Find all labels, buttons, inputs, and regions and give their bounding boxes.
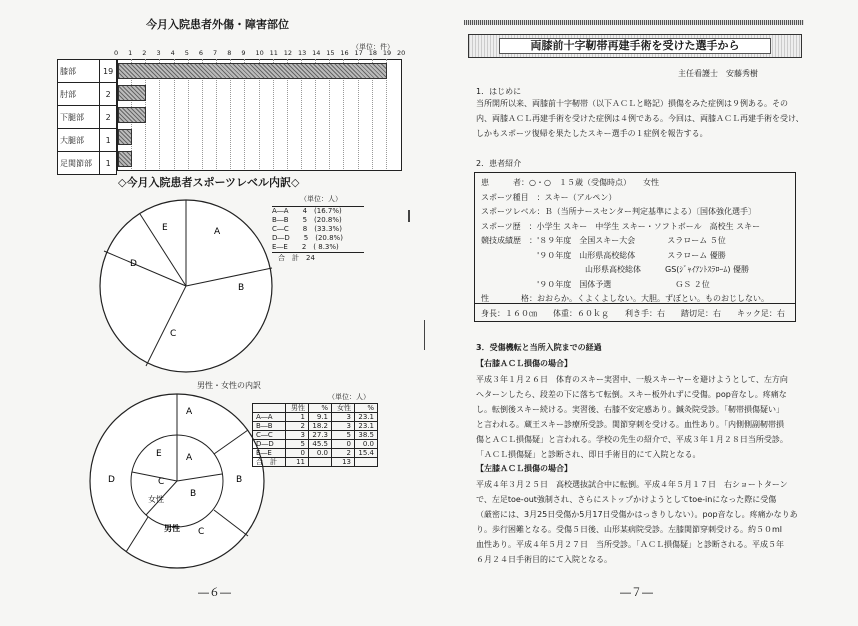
table-cell: E―E bbox=[253, 449, 286, 458]
table-cell: 45.5 bbox=[309, 440, 332, 449]
profile-line: スポーツレベル：Ｂ（当所ナースセンター判定基準による）〔国体強化選手〕 bbox=[481, 207, 756, 216]
table-cell bbox=[355, 458, 378, 467]
female-label: 女性 bbox=[148, 495, 164, 504]
axis-tick-label: 19 bbox=[382, 49, 392, 57]
outer-label-b: B bbox=[236, 475, 243, 485]
article-title-box bbox=[468, 34, 802, 58]
row-label: 足関節部 bbox=[60, 158, 92, 168]
axis-tick-label: 10 bbox=[255, 49, 264, 57]
table-cell: 女性 bbox=[332, 404, 355, 413]
text-line: 平成４年３月２５日 高校選抜試合中に転倒。平成４年５月１７日 右ショートターン bbox=[476, 480, 788, 489]
table-cell: 23.1 bbox=[355, 413, 378, 422]
legend-item: A―A 4 (16.7%) bbox=[272, 206, 364, 216]
center-mark bbox=[424, 320, 425, 350]
section-1-heading: 1．はじめに bbox=[476, 87, 522, 96]
section-3-sub2: 【左膝ＡＣＬ損傷の場合】 bbox=[476, 464, 572, 473]
outer-label-a: A bbox=[186, 407, 193, 417]
male-label: 男性 bbox=[164, 524, 180, 533]
page-number-left: ―６― bbox=[198, 586, 231, 599]
axis-tick-label: 6 bbox=[198, 49, 204, 57]
table-cell: 1 bbox=[286, 413, 309, 422]
legend-item: D―D 5 (20.8%) bbox=[272, 234, 343, 242]
pie-label-a: A bbox=[214, 227, 221, 237]
axis-tick-label: 2 bbox=[142, 49, 147, 57]
article-title: 両膝前十字靭帯再建手術を受けた選手から bbox=[499, 38, 771, 54]
table-cell: 男性 bbox=[286, 404, 309, 413]
table-cell: 3 bbox=[286, 431, 309, 440]
table-cell: 2 bbox=[332, 449, 355, 458]
chart2-legend bbox=[272, 206, 364, 263]
inner-label-e: E bbox=[156, 449, 162, 459]
section-1-body bbox=[476, 96, 804, 141]
row-value: 19 bbox=[99, 60, 116, 82]
axis-tick-label: 13 bbox=[297, 49, 307, 57]
table-cell: 9.1 bbox=[309, 413, 332, 422]
table-cell: 27.3 bbox=[309, 431, 332, 440]
row-label: 大腿部 bbox=[60, 135, 84, 145]
text-line: （厳密には、3月25日受傷か5月17日受傷かはっきりしない）。pop音なし。疼痛かなりあ bbox=[476, 510, 798, 519]
section-3-sub1: 【右膝ＡＣＬ損傷の場合】 bbox=[476, 359, 572, 368]
chart2-pie bbox=[96, 196, 276, 376]
text-line: 内、両膝ＡＣＬ再建手術を受けた症例は４例である。今回は、両膝ＡＣＬ再建手術を受け、 bbox=[476, 114, 804, 123]
table-cell: 18.2 bbox=[309, 422, 332, 431]
profile-line: 山形県高校総体 GS(ｼﾞｬｲｱﾝﾄｽﾗﾛｰﾑ) 優勝 bbox=[481, 265, 750, 274]
table-cell: 3 bbox=[332, 413, 355, 422]
inner-label-a: A bbox=[186, 453, 193, 463]
legend-item: E―E 2 ( 8.3%) bbox=[272, 243, 364, 253]
text-line: へターンしたら、段差の下に落ちて転倒。スキー板外れずに受傷。pop音なし。疼痛な bbox=[476, 390, 787, 399]
text-line: しかもスポーツ復帰を果たしたスキー選手の１症例を報告する。 bbox=[476, 129, 708, 138]
table-row bbox=[253, 449, 378, 458]
table-row bbox=[253, 431, 378, 440]
inner-label-c: C bbox=[158, 477, 165, 487]
bar bbox=[118, 129, 132, 145]
chart3-donut bbox=[86, 390, 268, 572]
table-cell: A―A bbox=[253, 413, 286, 422]
axis-tick-label: 7 bbox=[213, 49, 218, 57]
table-cell: 38.5 bbox=[355, 431, 378, 440]
table-cell: 13 bbox=[332, 458, 355, 467]
outer-label-d: D bbox=[108, 475, 115, 485]
inner-label-b: B bbox=[190, 489, 197, 499]
bar bbox=[118, 63, 387, 79]
axis-tick-label: 14 bbox=[312, 49, 321, 57]
bar bbox=[118, 85, 146, 101]
table-row bbox=[253, 440, 378, 449]
table-cell: 2 bbox=[286, 422, 309, 431]
axis-tick-label: 17 bbox=[354, 49, 363, 57]
row-label: 下腿部 bbox=[60, 112, 84, 122]
chart1-row-labels bbox=[57, 59, 117, 175]
text-line: ６月２４日手術目的にて入院となる。 bbox=[476, 555, 612, 564]
legend-item: C―C 8 (33.3%) bbox=[272, 225, 342, 233]
table-cell: 5 bbox=[332, 431, 355, 440]
table-cell: 0.0 bbox=[355, 440, 378, 449]
section-3-body-2 bbox=[476, 477, 798, 567]
axis-tick-label: 16 bbox=[340, 49, 349, 57]
axis-tick-label: 5 bbox=[184, 49, 189, 57]
legend-item: B―B 5 (20.8%) bbox=[272, 216, 342, 224]
axis-tick-label: 20 bbox=[397, 49, 406, 57]
section-2-heading: 2．患者紹介 bbox=[476, 159, 522, 168]
axis-tick-label: 3 bbox=[156, 49, 161, 57]
pie-label-e: E bbox=[162, 223, 168, 233]
axis-tick-label: 4 bbox=[170, 49, 175, 57]
table-cell bbox=[309, 458, 332, 467]
table-row bbox=[253, 413, 378, 422]
table-cell: C―C bbox=[253, 431, 286, 440]
axis-tick-label: 9 bbox=[241, 49, 246, 57]
patient-profile-box bbox=[474, 172, 796, 322]
author: 主任看護士 安藤秀樹 bbox=[678, 69, 758, 78]
profile-line: スポーツ歴 ：小学生 スキー 中学生 スキー・ソフトボール 高校生 スキー bbox=[481, 221, 761, 231]
chart3-table bbox=[252, 403, 378, 467]
table-cell: D―D bbox=[253, 440, 286, 449]
row-value: 1 bbox=[99, 129, 116, 151]
axis-tick-label: 1 bbox=[128, 49, 133, 57]
table-row bbox=[253, 458, 378, 467]
table-cell: B―B bbox=[253, 422, 286, 431]
table-header bbox=[253, 404, 378, 413]
table-cell: 0 bbox=[332, 440, 355, 449]
text-line: り。歩行困難となる。受傷５日後、山形某病院受診。左膝関節穿刺受ける。約５０ml bbox=[476, 525, 783, 534]
center-mark bbox=[408, 210, 410, 222]
chart3-unit: （単位：人） bbox=[328, 393, 370, 401]
top-rule bbox=[464, 20, 804, 25]
section-3-body-1 bbox=[476, 372, 788, 462]
table-cell: 15.4 bbox=[355, 449, 378, 458]
table-cell: % bbox=[355, 404, 378, 413]
page-number-right: ―７― bbox=[620, 586, 653, 599]
table-cell: 11 bbox=[286, 458, 309, 467]
table-cell: 合 計 bbox=[253, 458, 286, 467]
pie-label-d: D bbox=[130, 259, 137, 269]
profile-separator bbox=[474, 303, 796, 304]
table-cell bbox=[253, 404, 286, 413]
row-value: 1 bbox=[99, 152, 116, 174]
table-row bbox=[253, 422, 378, 431]
section-3-heading: 3．受傷機転と当所入院までの経過 bbox=[476, 343, 602, 352]
table-cell: 0.0 bbox=[309, 449, 332, 458]
chart1-title: 今月入院患者外傷・障害部位 bbox=[146, 18, 289, 31]
pie-label-c: C bbox=[170, 329, 177, 339]
bar bbox=[118, 151, 132, 167]
profile-line: '９０年度 国体予選 ＧＳ ２位 bbox=[481, 279, 710, 289]
chart1-unit: （単位：件） bbox=[352, 43, 394, 51]
chart2-unit: （単位：人） bbox=[300, 195, 342, 203]
axis-tick-label: 18 bbox=[368, 49, 377, 57]
axis-tick-label: 12 bbox=[283, 49, 293, 57]
chart3-title: 男性・女性の内訳 bbox=[197, 381, 261, 390]
bar bbox=[118, 107, 146, 123]
profile-line: スポーツ種目 ：スキー（アルペン） bbox=[481, 192, 617, 202]
profile-line: 身長：１６０㎝ 体重：６０ｋｇ 利き手：右 踏切足：右 キック足：右 bbox=[481, 308, 785, 318]
table-cell: 3 bbox=[332, 422, 355, 431]
pie-label-b: B bbox=[238, 283, 245, 293]
text-line: で、左足toe-out強制され、さらにストップかけようとしてtoe-inになった際に受傷 bbox=[476, 495, 777, 504]
text-line: 「ＡＣＬ損傷疑」と診断され、即日手術目的にて入院となる。 bbox=[476, 450, 701, 459]
axis-tick-label: 0 bbox=[114, 49, 119, 57]
table-cell: 0 bbox=[286, 449, 309, 458]
text-line: と言われる。蔵王スキー診療所受診。関節穿刺を受ける。血性あり。「内側側副靭帯損 bbox=[476, 420, 784, 429]
outer-label-c: C bbox=[198, 527, 205, 537]
legend-total: 合 計 24 bbox=[278, 254, 315, 262]
profile-line: '９０年度 山形県高校総体 スラローム 優勝 bbox=[481, 250, 726, 260]
chart2-title: ◇今月入院患者スポーツレベル内訳◇ bbox=[118, 176, 300, 189]
axis-tick-label: 15 bbox=[326, 49, 335, 57]
row-value: 2 bbox=[99, 106, 116, 128]
row-label: 膝部 bbox=[60, 66, 76, 76]
axis-tick-label: 11 bbox=[269, 49, 278, 57]
text-line: 当所開所以来、両膝前十字靭帯（以下ＡＣＬと略記）損傷をみた症例は９例ある。その bbox=[476, 99, 788, 108]
row-label: 肘部 bbox=[60, 89, 76, 99]
table-cell: 5 bbox=[286, 440, 309, 449]
profile-line: 患 者：○・○ １５歳（受傷時点） 女性 bbox=[481, 178, 659, 187]
text-line: 血性あり。平成４年５月２７日 当所受診。「ＡＣＬ損傷疑」と診断される。平成５年 bbox=[476, 540, 784, 549]
axis-tick-label: 8 bbox=[227, 49, 232, 57]
text-line: 平成３年１月２６日 体育のスキー実習中、一般スキーヤーを避けようとして、左方向 bbox=[476, 375, 788, 384]
profile-line: 競技成績歴 ：'８９年度 全国スキー大会 スラローム ５位 bbox=[481, 236, 726, 245]
row-value: 2 bbox=[99, 83, 116, 105]
table-cell: % bbox=[309, 404, 332, 413]
table-cell: 23.1 bbox=[355, 422, 378, 431]
text-line: し。転倒後スキー続ける。実習後、右膝不安定感あり。鍼灸院受診。「靭帯損傷疑い」 bbox=[476, 405, 784, 414]
profile-line: 性 格：おおらか。くよくよしない。大胆。ずぼとい。ものおじしない。 bbox=[481, 294, 769, 303]
text-line: 傷とＡＣＬ損傷疑」と言われる。学校の先生の紹介で、平成３年１月２８日当所受診。 bbox=[476, 435, 788, 444]
